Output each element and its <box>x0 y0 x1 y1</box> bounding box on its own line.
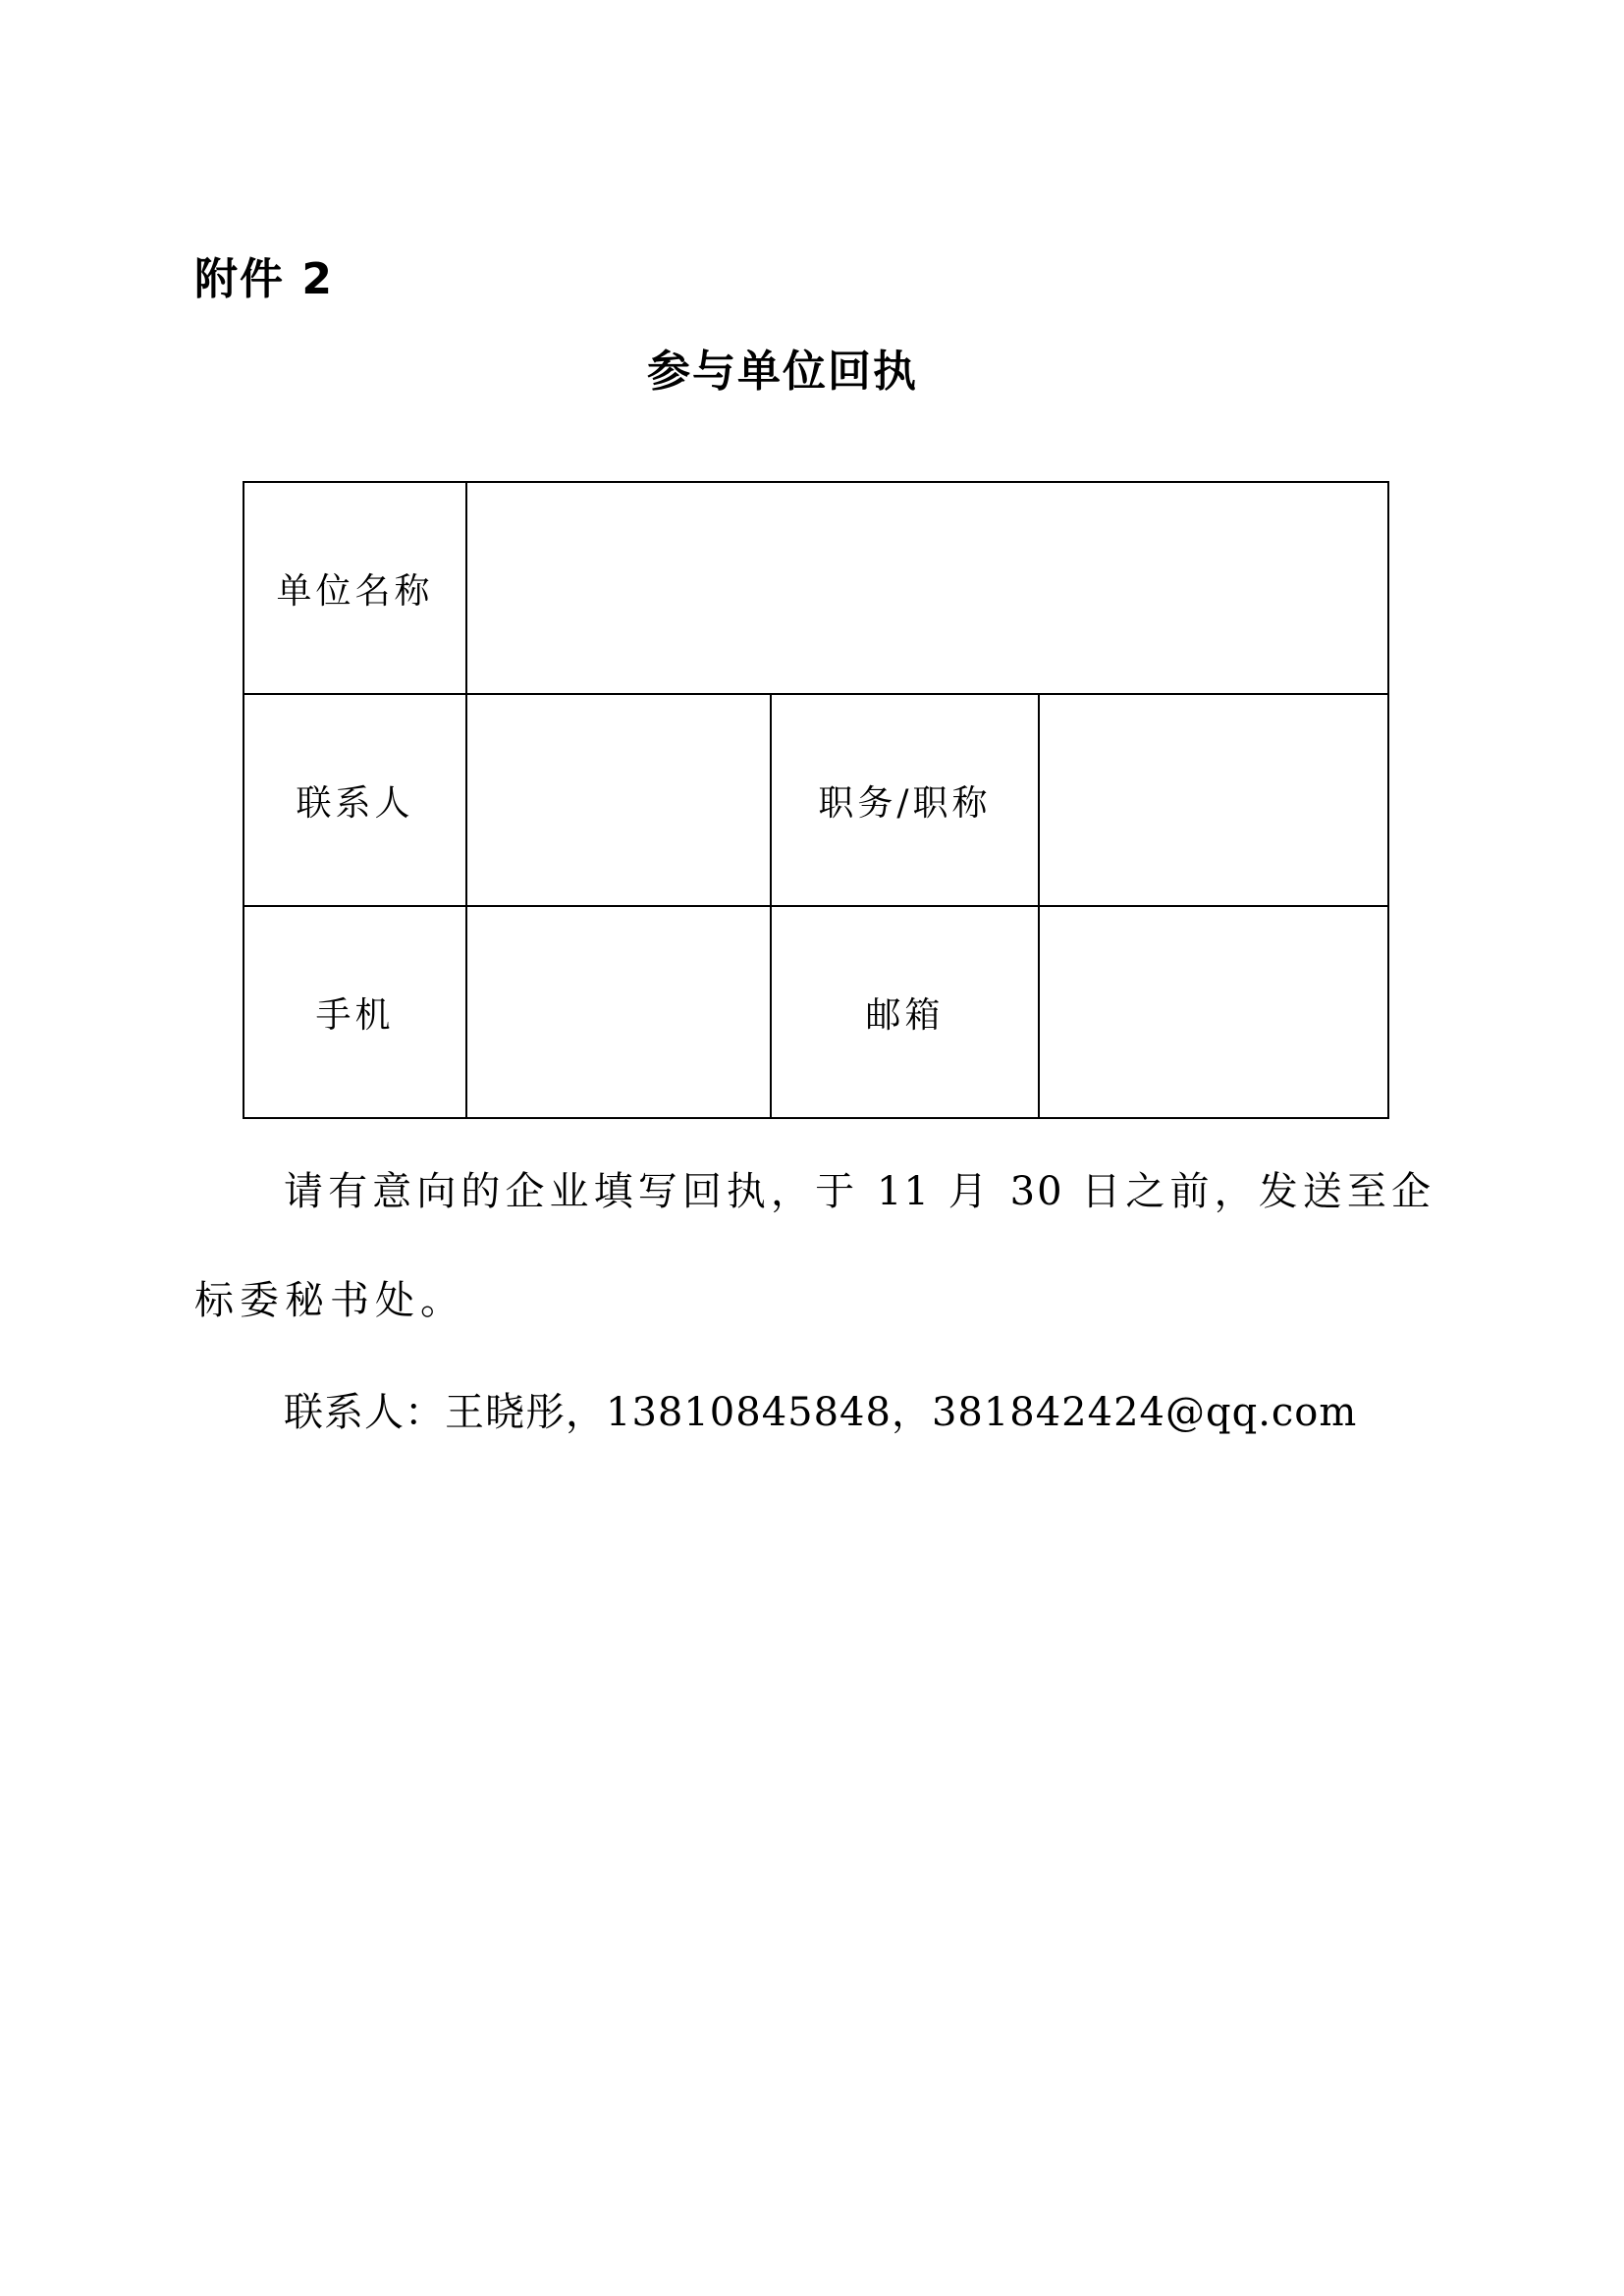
table-row <box>244 906 1388 1118</box>
attachment-label: 附件 2 <box>194 254 334 304</box>
instruction-line-1: 请有意向的企业填写回执，于 11 月 30 日之前，发送至企 <box>284 1169 1433 1214</box>
table-row <box>244 694 1388 906</box>
position-label: 职务/职称 <box>771 694 1039 906</box>
position-field[interactable] <box>1039 694 1388 906</box>
mobile-label: 手机 <box>244 906 466 1118</box>
contact-field[interactable] <box>466 694 771 906</box>
email-field[interactable] <box>1039 906 1388 1118</box>
table-row <box>244 482 1388 694</box>
reply-form-table <box>243 481 1389 1119</box>
instruction-line-2: 标委秘书处。 <box>194 1278 465 1323</box>
mobile-field[interactable] <box>466 906 771 1118</box>
unit-name-field[interactable] <box>466 482 1388 694</box>
unit-name-label: 单位名称 <box>244 482 466 694</box>
email-label: 邮箱 <box>771 906 1039 1118</box>
contact-info: 联系人：王晓彤，13810845848，381842424@qq.com <box>284 1390 1358 1435</box>
page-title: 参与单位回执 <box>647 347 918 397</box>
contact-label: 联系人 <box>244 694 466 906</box>
